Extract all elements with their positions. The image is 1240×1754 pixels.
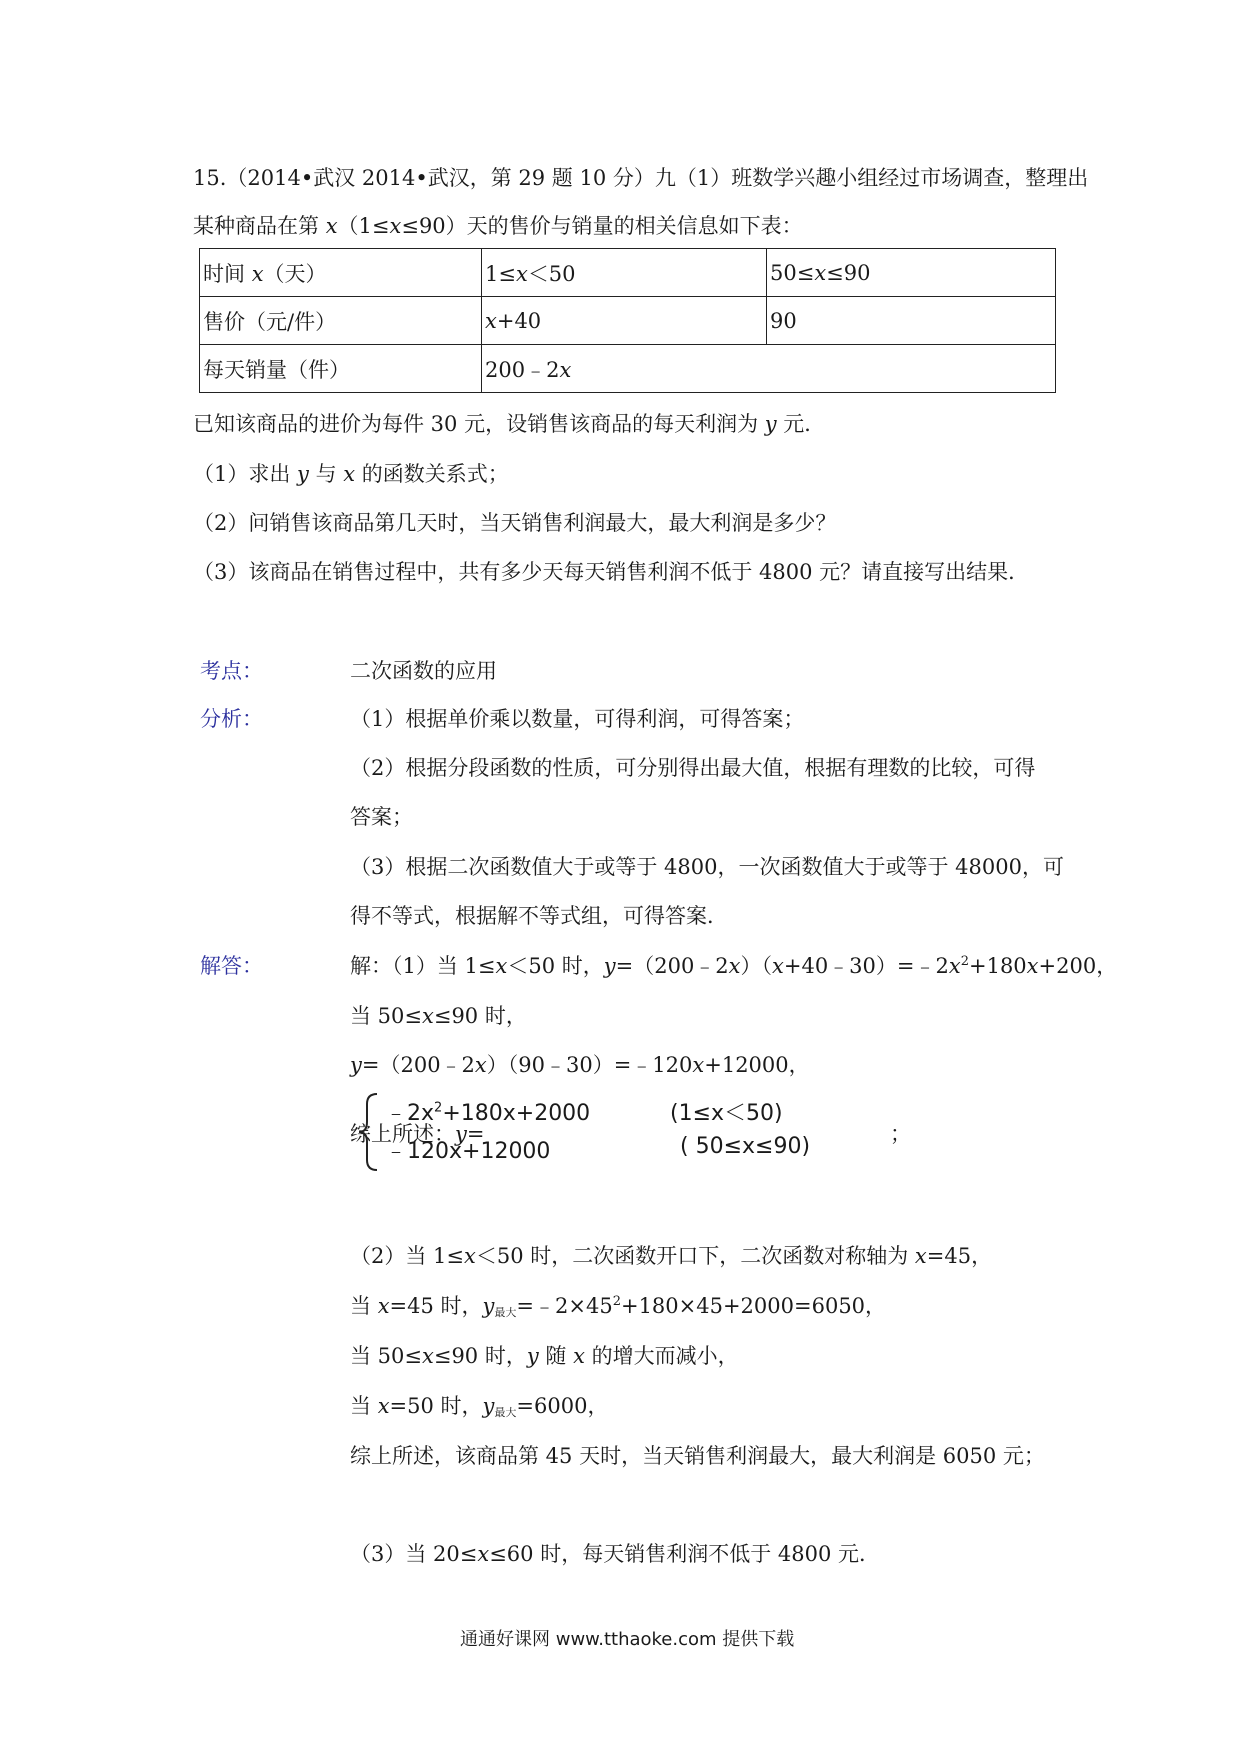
kaodian-label: 考点：	[200, 659, 263, 683]
part2-line-5: 综上所述，该商品第 45 天时，当天销售利润最大，最大利润是 6050 元；	[350, 1444, 1045, 1468]
fenxi-line-1: （1）根据单价乘以数量，可得利润，可得答案；	[350, 707, 805, 731]
solution-line-2: 当 50≤x≤90 时，	[350, 1004, 527, 1028]
table-cell: 200﹣2x	[482, 345, 1056, 393]
fenxi-line-5: 得不等式，根据解不等式组，可得答案．	[350, 904, 728, 928]
piecewise-case-2-expr: ﹣120x+12000	[385, 1139, 551, 1164]
part2-line-2: 当 x=45 时，$y_{最大}=﹣2\times 45^2+180\times 45+2000=6050$，	[350, 1294, 887, 1319]
table-row	[200, 345, 1056, 393]
piecewise-function	[355, 1092, 915, 1172]
fenxi-line-2: （2）根据分段函数的性质，可分别得出最大值，根据有理数的比较，可得	[350, 756, 1036, 780]
left-brace-icon	[355, 1092, 385, 1172]
jieda-label: 解答：	[200, 954, 263, 978]
table-cell: 50≤x≤90	[767, 249, 1056, 297]
solution-line-3: y=（200﹣2x）（90﹣30）=﹣120x+12000，	[350, 1053, 810, 1077]
summary-end: ；	[890, 1122, 911, 1146]
given-text: 已知该商品的进价为每件 30 元，设销售该商品的每天利润为 y 元．	[193, 412, 826, 436]
summary-label: 综上所述：y=	[350, 1122, 485, 1146]
part2-line-4: 当 x=50 时，$y_{最大}=6000$，	[350, 1394, 609, 1419]
question-2: （2）问销售该商品第几天时，当天销售利润最大，最大利润是多少？	[193, 511, 837, 535]
table-cell: 时间 x（天）	[200, 249, 482, 297]
problem-line-1: 15.（2014•武汉 2014•武汉，第 29 题 10 分）九（1）班数学兴趣小组经过市场调查，整理出	[193, 166, 1089, 190]
kaodian-text: 二次函数的应用	[350, 659, 497, 683]
table-cell: 1≤x＜50	[482, 249, 767, 297]
problem-line-2: 某种商品在第 x（1≤x≤90）天的售价与销量的相关信息如下表：	[193, 214, 803, 238]
fenxi-line-4: （3）根据二次函数值大于或等于 4800，一次函数值大于或等于 48000，可	[350, 855, 1064, 879]
table-cell: 90	[767, 297, 1056, 345]
table-cell: x+40	[482, 297, 767, 345]
piecewise-case-2-cond: ( 50≤x≤90)	[680, 1134, 811, 1159]
price-sales-table	[199, 248, 1056, 393]
solution-line-1: 解：（1）当 1≤x＜50 时，$y=(200﹣2x)(x+40﹣30)=﹣2x^2+180x+200$，	[350, 954, 1118, 978]
part2-line-1: （2）当 1≤x＜50 时，二次函数开口下，二次函数对称轴为 x=45，	[350, 1244, 993, 1268]
part2-line-3: 当 50≤x≤90 时，y 随 x 的增大而减小，	[350, 1344, 739, 1368]
table-row	[200, 249, 1056, 297]
question-3: （3）该商品在销售过程中，共有多少天每天销售利润不低于 4800 元？请直接写出结果．	[193, 560, 1030, 584]
table-row	[200, 297, 1056, 345]
table-cell: 每天销量（件）	[200, 345, 482, 393]
table-cell: 售价（元/件）	[200, 297, 482, 345]
piecewise-case-1-cond: (1≤x＜50)	[670, 1101, 783, 1126]
piecewise-case-1-expr: $﹣2x^2+180x+2000$	[385, 1100, 591, 1126]
fenxi-line-3: 答案；	[350, 805, 413, 829]
part3-line-1: （3）当 20≤x≤60 时，每天销售利润不低于 4800 元．	[350, 1542, 880, 1566]
fenxi-label: 分析：	[200, 707, 263, 731]
question-1: （1）求出 y 与 x 的函数关系式；	[193, 462, 509, 486]
footer-text: 通通好课网 www.tthaoke.com 提供下载	[460, 1629, 795, 1650]
